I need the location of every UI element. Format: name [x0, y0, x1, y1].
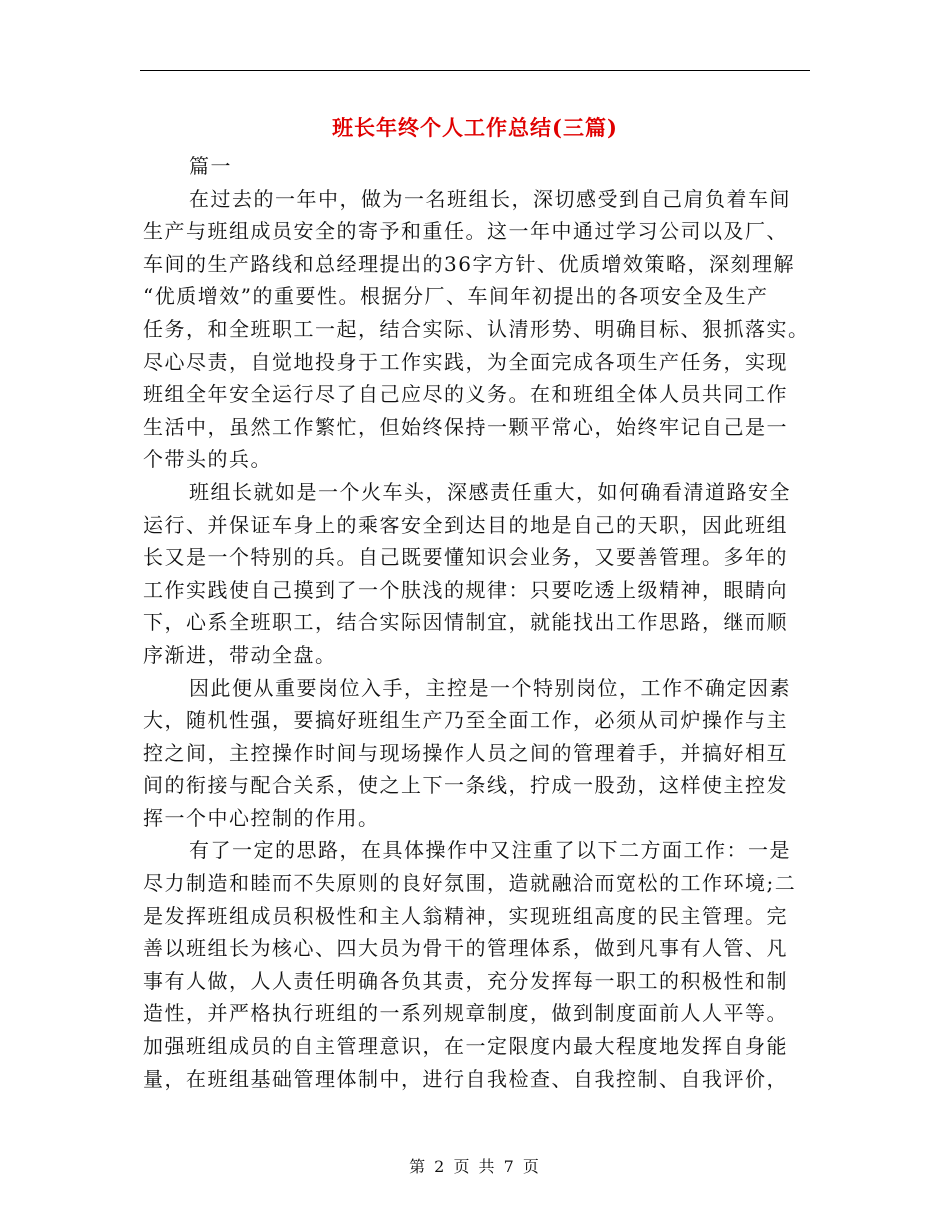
text-line: 长又是一个特别的兵。自己既要懂知识会业务，又要善管理。多年的	[143, 545, 788, 570]
text-line: 在过去的一年中，做为一名班组长，深切感受到自己肩负着车间	[189, 186, 791, 211]
text-line: 生活中，虽然工作繁忙，但始终保持一颗平常心，始终牢记自己是一	[143, 414, 788, 439]
text-line: 个带头的兵。	[143, 447, 272, 472]
text-line: 生产与班组成员安全的寄予和重任。这一年中通过学习公司以及厂、	[143, 219, 788, 244]
text-line: 篇一	[189, 154, 232, 178]
text-line: 任务，和全班职工一起，结合实际、认清形势、明确目标、狠抓落实。	[143, 316, 810, 341]
text-line: 工作实践使自己摸到了一个肤浅的规律：只要吃透上级精神，眼睛向	[143, 577, 788, 602]
text-line: 车间的生产路线和总经理提出的36字方针、优质增效策略，深刻理解	[143, 251, 795, 276]
text-line: 是发挥班组成员积极性和主人翁精神，实现班组高度的民主管理。完	[143, 903, 788, 928]
text-line: 加强班组成员的自主管理意识，在一定限度内最大程度地发挥自身能	[143, 1034, 788, 1059]
page-footer: 第 2 页 共 7 页	[409, 1157, 541, 1176]
text-line: 量，在班组基础管理体制中，进行自我检查、自我控制、自我评价，	[143, 1066, 788, 1091]
text-line: 班组全年安全运行尽了自己应尽的义务。在和班组全体人员共同工作	[143, 382, 788, 407]
text-line: 序渐进，带动全盘。	[143, 642, 337, 667]
text-line: 运行、并保证车身上的乘客安全到达目的地是自己的天职，因此班组	[143, 512, 788, 537]
text-line: 因此便从重要岗位入手，主控是一个特别岗位，工作不确定因素	[189, 675, 791, 700]
text-line: 事有人做，人人责任明确各负其责，充分发挥每一职工的积极性和制	[143, 968, 788, 993]
text-line: 下，心系全班职工，结合实际因情制宜，就能找出工作思路，继而顺	[143, 610, 788, 635]
text-line: 善以班组长为核心、四大员为骨干的管理体系，做到凡事有人管、凡	[143, 936, 788, 961]
text-line: 间的衔接与配合关系，使之上下一条线，拧成一股劲，这样使主控发	[143, 773, 788, 798]
text-line: 挥一个中心控制的作用。	[143, 805, 380, 830]
text-line: “优质增效”的重要性。根据分厂、车间年初提出的各项安全及生产	[143, 284, 769, 309]
text-line: 大，随机性强，要搞好班组生产乃至全面工作，必须从司炉操作与主	[143, 708, 788, 733]
text-line: 控之间，主控操作时间与现场操作人员之间的管理着手，并搞好相互	[143, 740, 788, 765]
text-line: 尽心尽责，自觉地投身于工作实践，为全面完成各项生产任务，实现	[143, 349, 788, 374]
text-line: 尽力制造和睦而不失原则的良好氛围，造就融洽而宽松的工作环境;二	[143, 871, 797, 896]
text-line: 有了一定的思路，在具体操作中又注重了以下二方面工作：一是	[189, 838, 791, 863]
header-rule	[140, 70, 810, 71]
text-line: 造性，并严格执行班组的一系列规章制度，做到制度面前人人平等。	[143, 1001, 788, 1026]
text-line: 班组长就如是一个火车头，深感责任重大，如何确看清道路安全	[189, 479, 791, 504]
document-body	[143, 150, 810, 1095]
document-title: 班长年终个人工作总结(三篇)	[332, 115, 618, 140]
